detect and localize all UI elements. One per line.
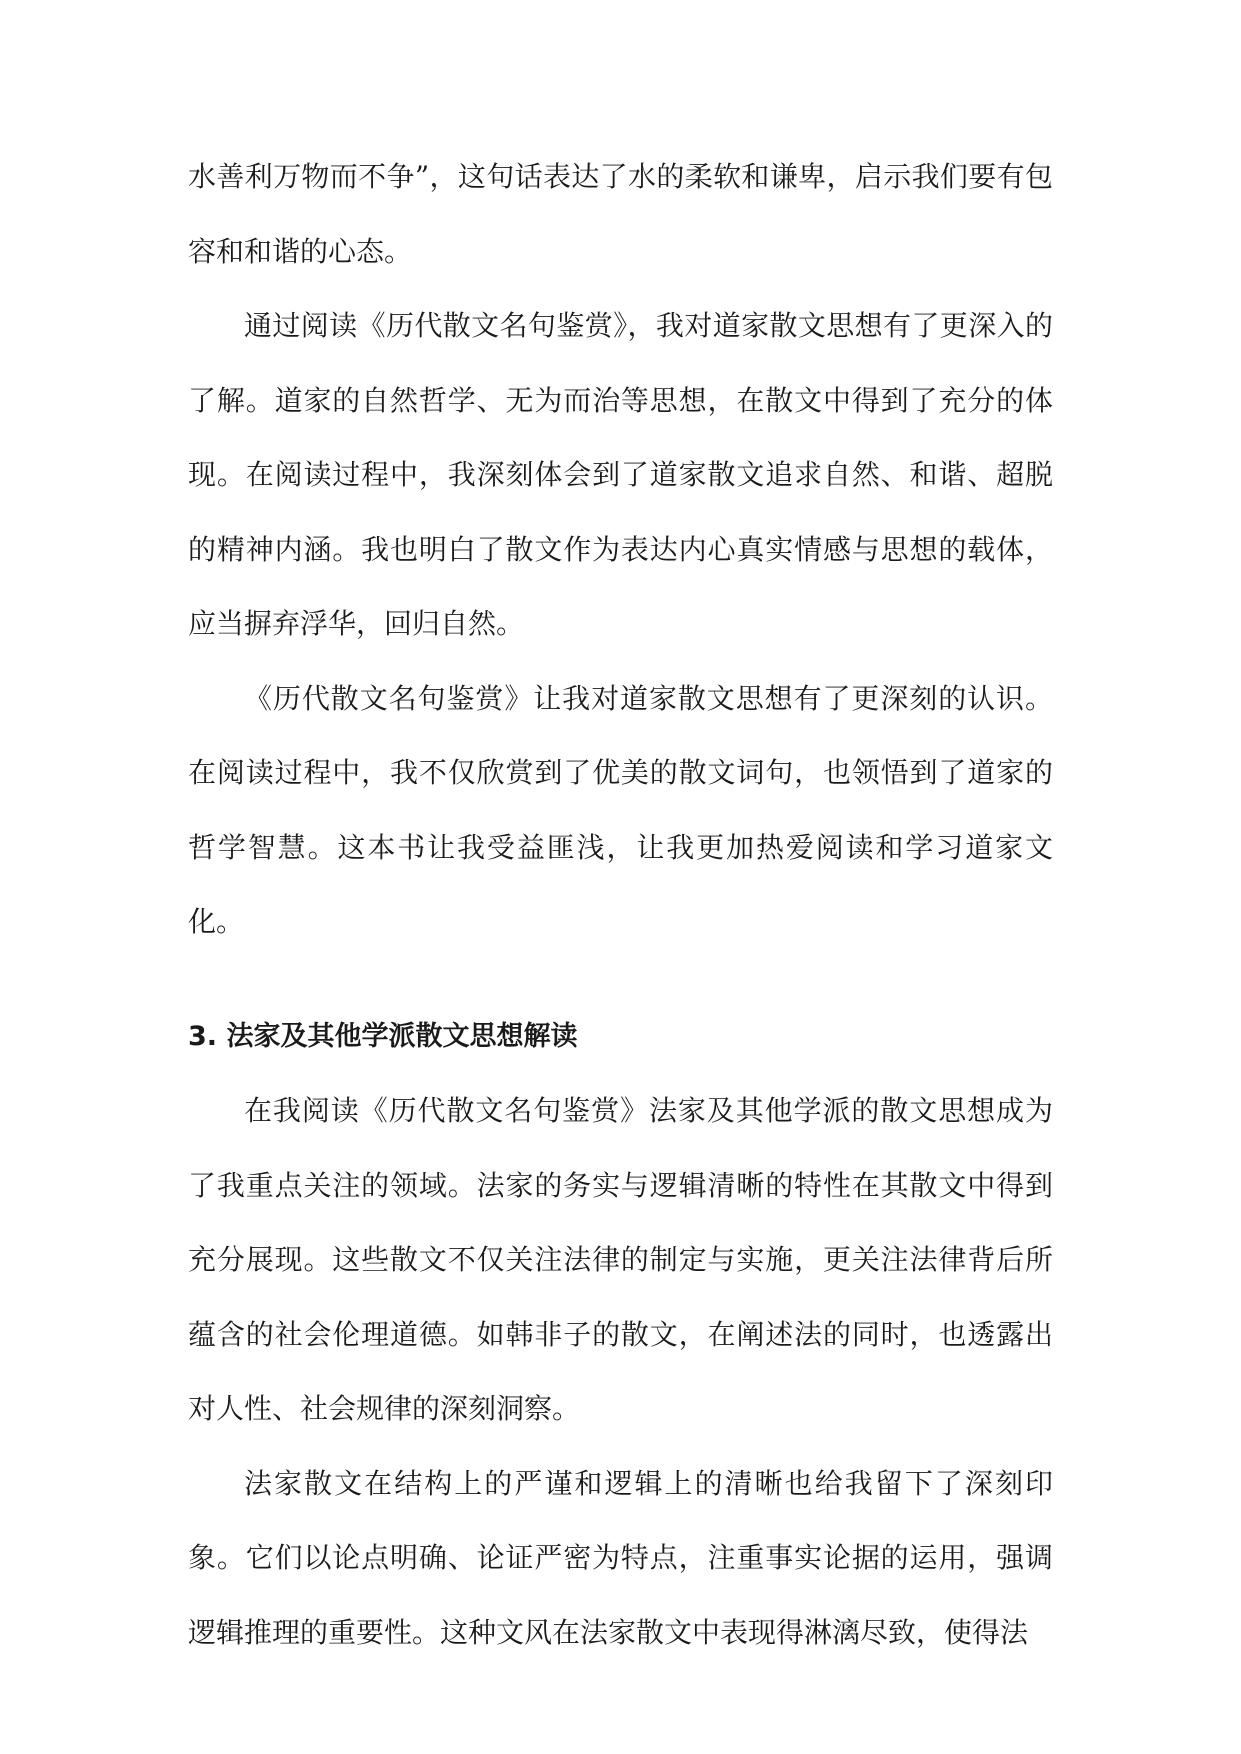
paragraph-book-reflection: 《历代散文名句鉴赏》让我对道家散文思想有了更深刻的认识。在阅读过程中，我不仅欣赏到了优美的散文词句，也领悟到了道家的哲学智慧。这本书让我受益匪浅，让我更加热爱阅读和学习道家文化。 <box>188 681 1053 938</box>
paragraph-daoist-understanding: 通过阅读《历代散文名句鉴赏》，我对道家散文思想有了更深入的了解。道家的自然哲学、无为而治等思想，在散文中得到了充分的体现。在阅读过程中，我深刻体会到了道家散文追求自然、和谐、超脱的精神内涵。我也明白了散文作为表达内心真实情感与思想的载体，应当摒弃浮华，回归自然。 <box>188 309 1053 640</box>
section-heading: 3. 法家及其他学派散文思想解读 <box>188 1020 578 1052</box>
paragraph-legalist-intro: 在我阅读《历代散文名句鉴赏》法家及其他学派的散文思想成为了我重点关注的领域。法家的务实与逻辑清晰的特性在其散文中得到充分展现。这些散文不仅关注法律的制定与实施，更关注法律背后所蕴含的社会伦理道德。如韩非子的散文，在阐述法的同时，也透露出对人性、社会规律的深刻洞察。 <box>188 1094 1053 1425</box>
paragraph-water-virtue: 水善利万物而不争”，这句话表达了水的柔软和谦卑，启示我们要有包容和和谐的心态。 <box>188 160 1053 268</box>
paragraph-legalist-style: 法家散文在结构上的严谨和逻辑上的清晰也给我留下了深刻印象。它们以论点明确、论证严密为特点，注重事实论据的运用，强调逻辑推理的重要性。这种文风在法家散文中表现得淋漓尽致，使得法 <box>188 1466 1053 1649</box>
document-body <box>188 140 1053 1670</box>
